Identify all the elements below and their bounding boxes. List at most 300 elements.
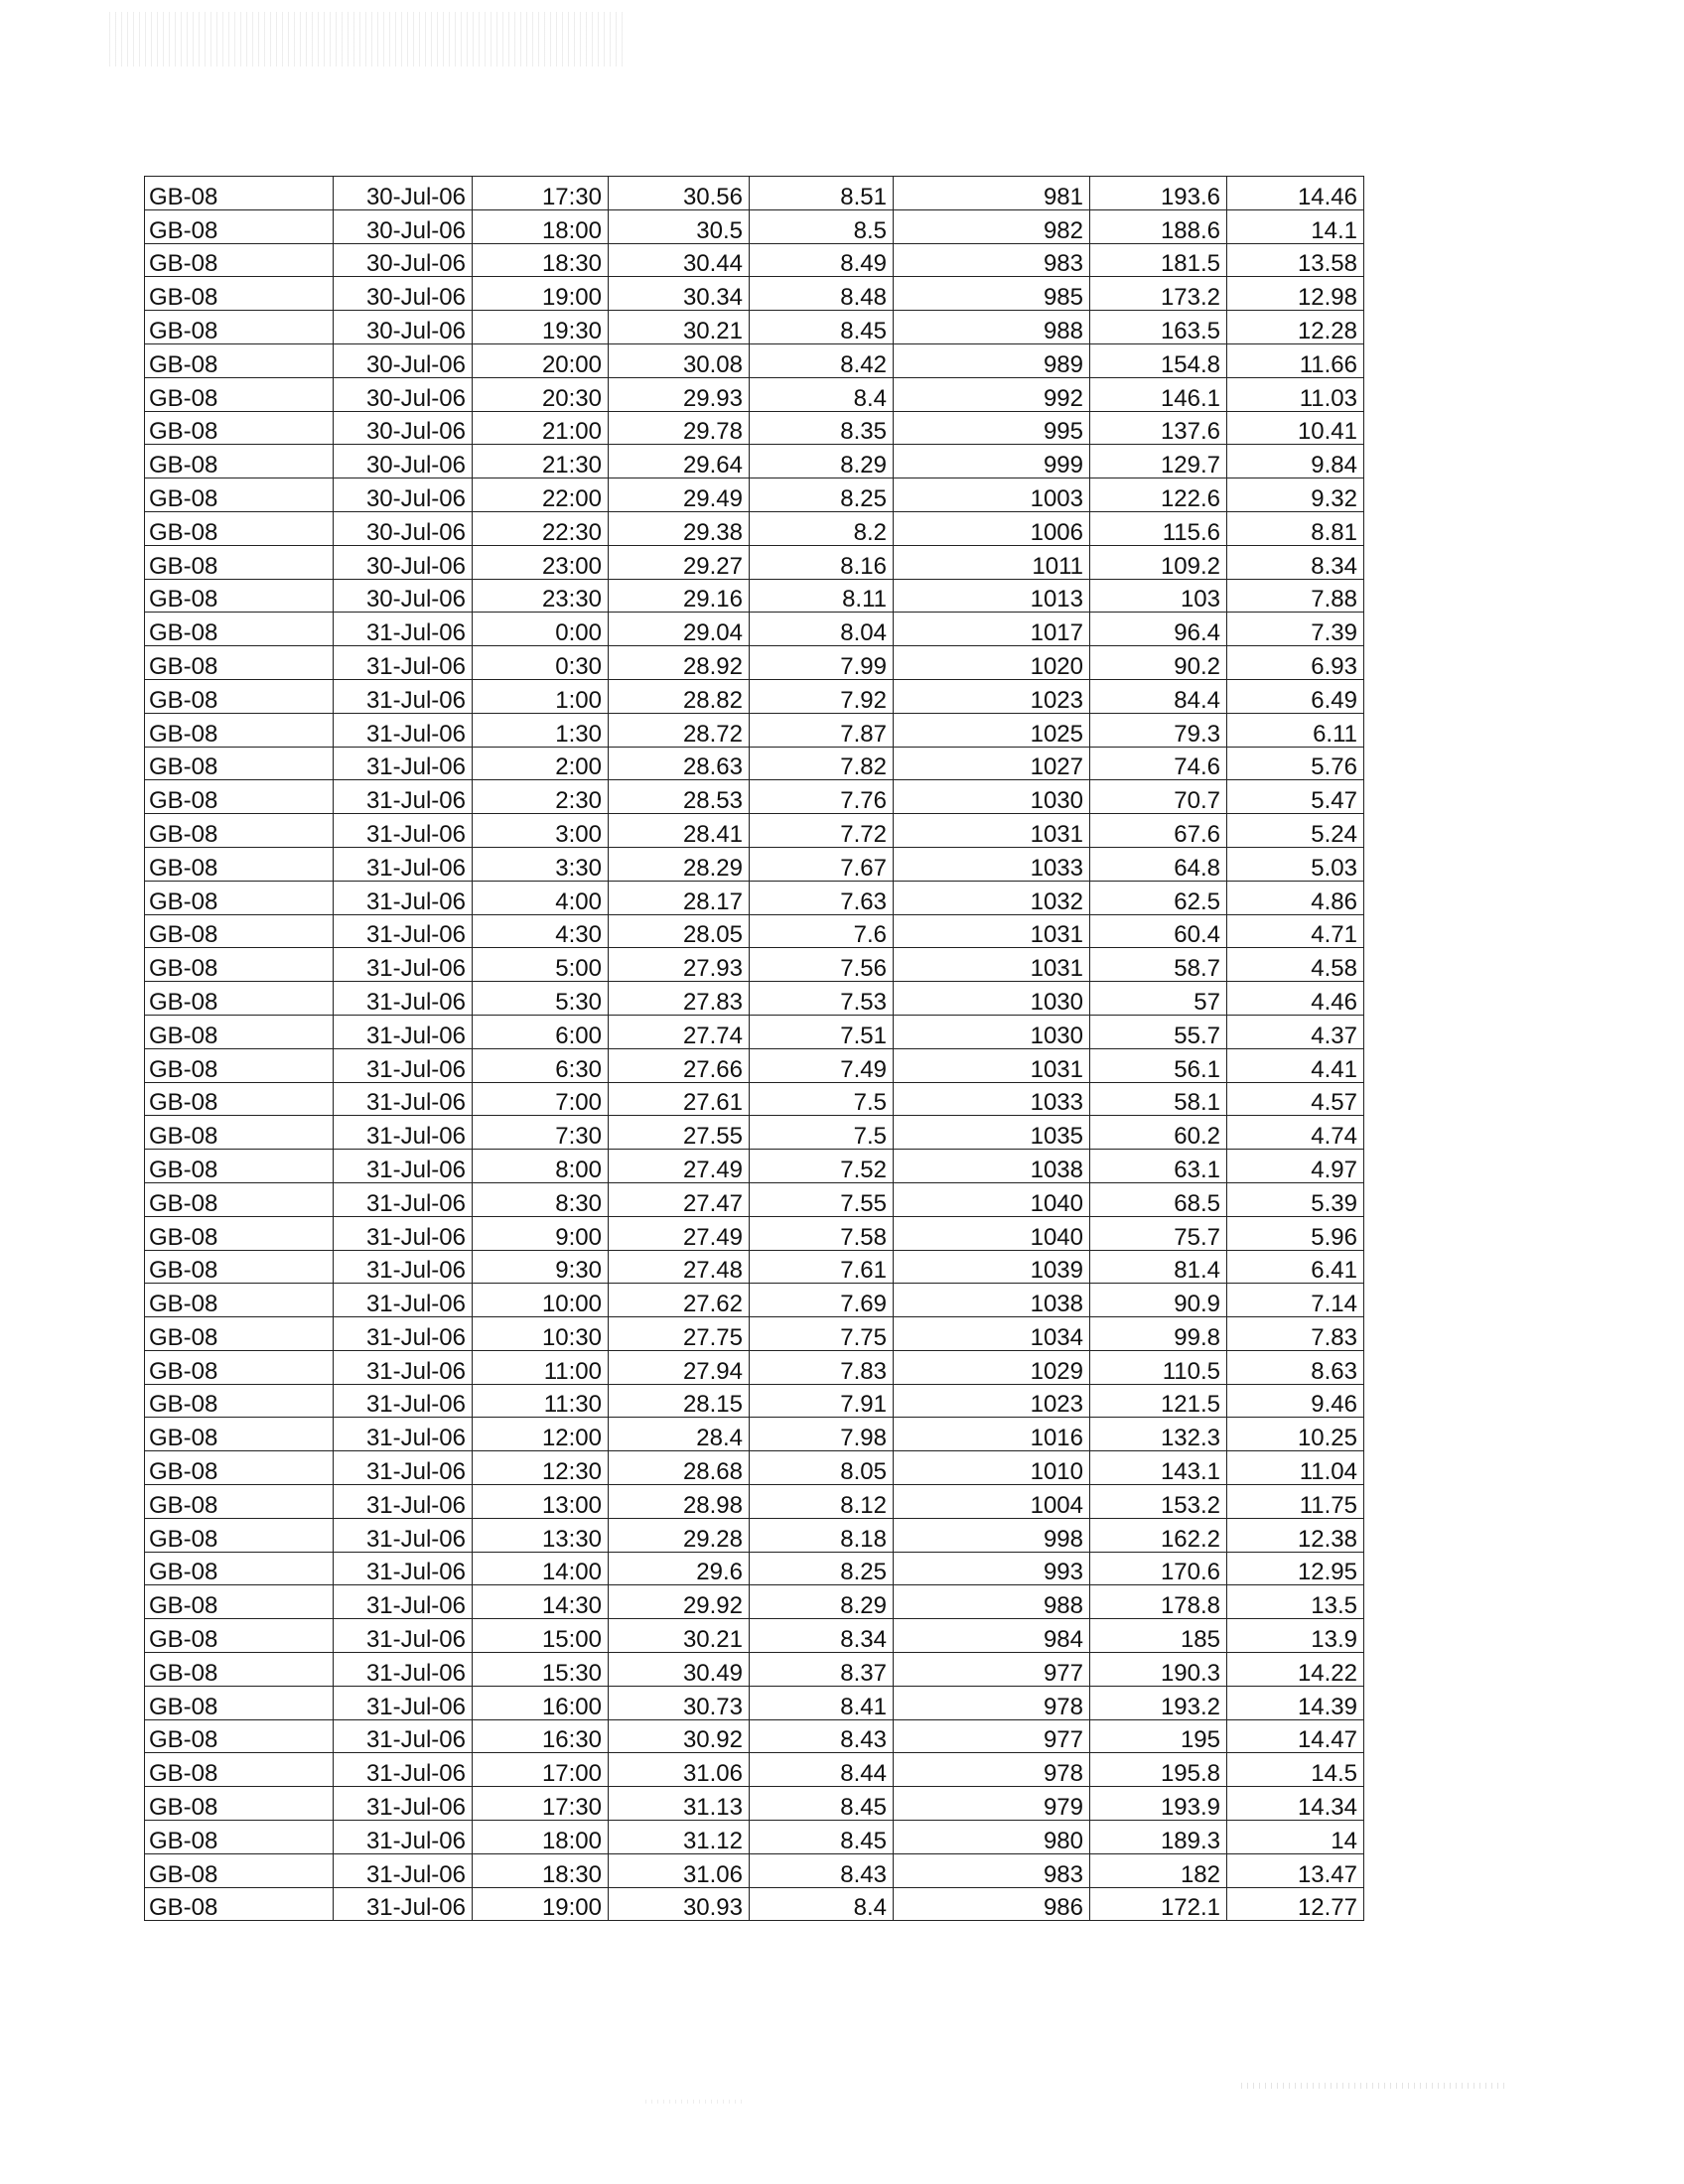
value-e-cell: 7.39: [1227, 613, 1364, 646]
value-b-cell: 7.63: [750, 881, 894, 914]
site-cell: GB-08: [145, 1015, 334, 1048]
time-cell: 1:00: [473, 679, 609, 713]
date-cell: 31-Jul-06: [334, 1552, 473, 1585]
value-a-cell: 28.17: [609, 881, 750, 914]
value-c-cell: 1035: [894, 1116, 1090, 1150]
value-e-cell: 4.97: [1227, 1150, 1364, 1183]
table-row: [145, 311, 1364, 344]
table-row: [145, 243, 1364, 277]
value-e-cell: 13.58: [1227, 243, 1364, 277]
time-cell: 7:00: [473, 1082, 609, 1116]
value-c-cell: 1023: [894, 1384, 1090, 1418]
value-c-cell: 1030: [894, 1015, 1090, 1048]
value-c-cell: 988: [894, 1585, 1090, 1619]
value-b-cell: 7.67: [750, 847, 894, 881]
value-e-cell: 11.04: [1227, 1451, 1364, 1485]
time-cell: 6:00: [473, 1015, 609, 1048]
date-cell: 31-Jul-06: [334, 1384, 473, 1418]
value-e-cell: 13.9: [1227, 1619, 1364, 1653]
value-c-cell: 1039: [894, 1250, 1090, 1284]
value-d-cell: 173.2: [1090, 277, 1227, 311]
value-d-cell: 74.6: [1090, 747, 1227, 780]
value-a-cell: 30.21: [609, 311, 750, 344]
table-row: [145, 377, 1364, 411]
value-b-cell: 7.92: [750, 679, 894, 713]
time-cell: 12:30: [473, 1451, 609, 1485]
time-cell: 18:00: [473, 209, 609, 243]
time-cell: 2:00: [473, 747, 609, 780]
value-b-cell: 7.83: [750, 1350, 894, 1384]
table-row: [145, 814, 1364, 848]
value-c-cell: 993: [894, 1552, 1090, 1585]
scan-noise-bottom-mid: [645, 2100, 745, 2104]
time-cell: 9:00: [473, 1216, 609, 1250]
value-e-cell: 8.63: [1227, 1350, 1364, 1384]
time-cell: 16:30: [473, 1719, 609, 1753]
value-e-cell: 9.46: [1227, 1384, 1364, 1418]
value-d-cell: 137.6: [1090, 411, 1227, 445]
date-cell: 31-Jul-06: [334, 1753, 473, 1787]
time-cell: 13:30: [473, 1518, 609, 1552]
table-row: [145, 613, 1364, 646]
value-a-cell: 28.29: [609, 847, 750, 881]
value-d-cell: 60.2: [1090, 1116, 1227, 1150]
value-b-cell: 7.55: [750, 1182, 894, 1216]
value-d-cell: 81.4: [1090, 1250, 1227, 1284]
table-row: [145, 1048, 1364, 1082]
date-cell: 31-Jul-06: [334, 1686, 473, 1719]
value-e-cell: 4.58: [1227, 948, 1364, 982]
date-cell: 31-Jul-06: [334, 679, 473, 713]
date-cell: 31-Jul-06: [334, 1082, 473, 1116]
value-d-cell: 146.1: [1090, 377, 1227, 411]
value-d-cell: 110.5: [1090, 1350, 1227, 1384]
value-b-cell: 7.75: [750, 1317, 894, 1351]
time-cell: 18:30: [473, 1853, 609, 1887]
table-row: [145, 1384, 1364, 1418]
value-b-cell: 8.12: [750, 1485, 894, 1519]
value-e-cell: 10.25: [1227, 1418, 1364, 1451]
value-b-cell: 8.51: [750, 177, 894, 210]
value-c-cell: 980: [894, 1821, 1090, 1854]
value-b-cell: 8.5: [750, 209, 894, 243]
measurements-table: [144, 176, 1364, 1921]
date-cell: 31-Jul-06: [334, 713, 473, 747]
table-body: [145, 177, 1364, 1921]
site-cell: GB-08: [145, 847, 334, 881]
time-cell: 14:30: [473, 1585, 609, 1619]
value-d-cell: 99.8: [1090, 1317, 1227, 1351]
value-a-cell: 28.92: [609, 646, 750, 680]
table-row: [145, 1485, 1364, 1519]
value-c-cell: 1016: [894, 1418, 1090, 1451]
site-cell: GB-08: [145, 1384, 334, 1418]
date-cell: 30-Jul-06: [334, 511, 473, 545]
date-cell: 31-Jul-06: [334, 1216, 473, 1250]
value-c-cell: 1038: [894, 1150, 1090, 1183]
value-b-cell: 7.98: [750, 1418, 894, 1451]
value-b-cell: 7.82: [750, 747, 894, 780]
site-cell: GB-08: [145, 1216, 334, 1250]
value-a-cell: 29.49: [609, 478, 750, 512]
table-row: [145, 847, 1364, 881]
value-a-cell: 27.74: [609, 1015, 750, 1048]
time-cell: 19:30: [473, 311, 609, 344]
site-cell: GB-08: [145, 1150, 334, 1183]
value-b-cell: 8.16: [750, 545, 894, 579]
table-row: [145, 478, 1364, 512]
value-e-cell: 4.57: [1227, 1082, 1364, 1116]
site-cell: GB-08: [145, 1116, 334, 1150]
time-cell: 22:30: [473, 511, 609, 545]
site-cell: GB-08: [145, 1686, 334, 1719]
table-row: [145, 1350, 1364, 1384]
value-c-cell: 1030: [894, 780, 1090, 814]
date-cell: 31-Jul-06: [334, 613, 473, 646]
value-a-cell: 29.27: [609, 545, 750, 579]
value-a-cell: 27.61: [609, 1082, 750, 1116]
site-cell: GB-08: [145, 1485, 334, 1519]
value-a-cell: 29.92: [609, 1585, 750, 1619]
time-cell: 10:30: [473, 1317, 609, 1351]
table-row: [145, 713, 1364, 747]
table-row: [145, 1150, 1364, 1183]
value-c-cell: 1011: [894, 545, 1090, 579]
value-e-cell: 12.38: [1227, 1518, 1364, 1552]
date-cell: 31-Jul-06: [334, 1485, 473, 1519]
value-c-cell: 977: [894, 1719, 1090, 1753]
time-cell: 2:30: [473, 780, 609, 814]
value-b-cell: 8.43: [750, 1853, 894, 1887]
time-cell: 18:00: [473, 1821, 609, 1854]
scan-noise-bottom-right: [1241, 2083, 1509, 2089]
value-d-cell: 84.4: [1090, 679, 1227, 713]
value-d-cell: 181.5: [1090, 243, 1227, 277]
value-e-cell: 6.11: [1227, 713, 1364, 747]
value-d-cell: 182: [1090, 1853, 1227, 1887]
date-cell: 31-Jul-06: [334, 914, 473, 948]
table-row: [145, 780, 1364, 814]
date-cell: 31-Jul-06: [334, 1585, 473, 1619]
value-c-cell: 992: [894, 377, 1090, 411]
site-cell: GB-08: [145, 511, 334, 545]
time-cell: 9:30: [473, 1250, 609, 1284]
value-b-cell: 8.41: [750, 1686, 894, 1719]
value-a-cell: 29.93: [609, 377, 750, 411]
table-row: [145, 679, 1364, 713]
value-a-cell: 30.93: [609, 1887, 750, 1921]
site-cell: GB-08: [145, 377, 334, 411]
value-b-cell: 7.58: [750, 1216, 894, 1250]
value-c-cell: 983: [894, 1853, 1090, 1887]
time-cell: 5:00: [473, 948, 609, 982]
value-e-cell: 4.37: [1227, 1015, 1364, 1048]
time-cell: 4:30: [473, 914, 609, 948]
value-c-cell: 1040: [894, 1182, 1090, 1216]
value-d-cell: 62.5: [1090, 881, 1227, 914]
value-c-cell: 1034: [894, 1317, 1090, 1351]
value-d-cell: 163.5: [1090, 311, 1227, 344]
site-cell: GB-08: [145, 209, 334, 243]
table-row: [145, 545, 1364, 579]
value-c-cell: 981: [894, 177, 1090, 210]
date-cell: 31-Jul-06: [334, 1048, 473, 1082]
site-cell: GB-08: [145, 343, 334, 377]
value-d-cell: 122.6: [1090, 478, 1227, 512]
value-a-cell: 30.08: [609, 343, 750, 377]
value-e-cell: 4.86: [1227, 881, 1364, 914]
date-cell: 31-Jul-06: [334, 1787, 473, 1821]
value-c-cell: 982: [894, 209, 1090, 243]
value-c-cell: 1038: [894, 1284, 1090, 1317]
value-b-cell: 7.99: [750, 646, 894, 680]
time-cell: 12:00: [473, 1418, 609, 1451]
value-a-cell: 29.04: [609, 613, 750, 646]
value-d-cell: 153.2: [1090, 1485, 1227, 1519]
time-cell: 23:00: [473, 545, 609, 579]
site-cell: GB-08: [145, 1350, 334, 1384]
site-cell: GB-08: [145, 579, 334, 613]
date-cell: 30-Jul-06: [334, 411, 473, 445]
table-row: [145, 914, 1364, 948]
value-c-cell: 1003: [894, 478, 1090, 512]
table-row: [145, 277, 1364, 311]
site-cell: GB-08: [145, 243, 334, 277]
time-cell: 14:00: [473, 1552, 609, 1585]
value-b-cell: 8.2: [750, 511, 894, 545]
table-row: [145, 1451, 1364, 1485]
site-cell: GB-08: [145, 445, 334, 478]
value-e-cell: 9.32: [1227, 478, 1364, 512]
value-c-cell: 1031: [894, 914, 1090, 948]
value-d-cell: 121.5: [1090, 1384, 1227, 1418]
value-b-cell: 8.29: [750, 445, 894, 478]
time-cell: 23:30: [473, 579, 609, 613]
table-row: [145, 1619, 1364, 1653]
site-cell: GB-08: [145, 613, 334, 646]
value-e-cell: 5.47: [1227, 780, 1364, 814]
value-a-cell: 27.49: [609, 1150, 750, 1183]
value-b-cell: 8.48: [750, 277, 894, 311]
table-row: [145, 948, 1364, 982]
value-a-cell: 28.72: [609, 713, 750, 747]
value-b-cell: 8.18: [750, 1518, 894, 1552]
time-cell: 17:00: [473, 1753, 609, 1787]
value-e-cell: 7.14: [1227, 1284, 1364, 1317]
time-cell: 20:30: [473, 377, 609, 411]
value-d-cell: 96.4: [1090, 613, 1227, 646]
value-b-cell: 8.25: [750, 478, 894, 512]
value-d-cell: 68.5: [1090, 1182, 1227, 1216]
value-d-cell: 109.2: [1090, 545, 1227, 579]
value-d-cell: 170.6: [1090, 1552, 1227, 1585]
value-b-cell: 7.76: [750, 780, 894, 814]
value-c-cell: 977: [894, 1653, 1090, 1687]
time-cell: 0:00: [473, 613, 609, 646]
date-cell: 30-Jul-06: [334, 478, 473, 512]
site-cell: GB-08: [145, 1250, 334, 1284]
value-e-cell: 12.28: [1227, 311, 1364, 344]
date-cell: 30-Jul-06: [334, 377, 473, 411]
site-cell: GB-08: [145, 780, 334, 814]
site-cell: GB-08: [145, 1552, 334, 1585]
table-row: [145, 1418, 1364, 1451]
value-d-cell: 90.2: [1090, 646, 1227, 680]
date-cell: 31-Jul-06: [334, 1284, 473, 1317]
date-cell: 31-Jul-06: [334, 1821, 473, 1854]
value-b-cell: 8.43: [750, 1719, 894, 1753]
date-cell: 31-Jul-06: [334, 1150, 473, 1183]
value-a-cell: 29.78: [609, 411, 750, 445]
time-cell: 8:30: [473, 1182, 609, 1216]
table-row: [145, 1317, 1364, 1351]
value-e-cell: 14.39: [1227, 1686, 1364, 1719]
value-c-cell: 989: [894, 343, 1090, 377]
value-d-cell: 115.6: [1090, 511, 1227, 545]
value-a-cell: 30.5: [609, 209, 750, 243]
site-cell: GB-08: [145, 1518, 334, 1552]
value-d-cell: 193.6: [1090, 177, 1227, 210]
value-a-cell: 30.73: [609, 1686, 750, 1719]
value-a-cell: 27.48: [609, 1250, 750, 1284]
value-e-cell: 12.77: [1227, 1887, 1364, 1921]
time-cell: 16:00: [473, 1686, 609, 1719]
value-d-cell: 154.8: [1090, 343, 1227, 377]
site-cell: GB-08: [145, 177, 334, 210]
time-cell: 7:30: [473, 1116, 609, 1150]
value-e-cell: 10.41: [1227, 411, 1364, 445]
value-d-cell: 58.1: [1090, 1082, 1227, 1116]
value-a-cell: 30.56: [609, 177, 750, 210]
time-cell: 15:00: [473, 1619, 609, 1653]
value-a-cell: 28.4: [609, 1418, 750, 1451]
value-a-cell: 27.94: [609, 1350, 750, 1384]
site-cell: GB-08: [145, 713, 334, 747]
date-cell: 30-Jul-06: [334, 343, 473, 377]
value-d-cell: 90.9: [1090, 1284, 1227, 1317]
value-b-cell: 8.45: [750, 1787, 894, 1821]
date-cell: 30-Jul-06: [334, 311, 473, 344]
table-row: [145, 646, 1364, 680]
time-cell: 15:30: [473, 1653, 609, 1687]
value-a-cell: 28.53: [609, 780, 750, 814]
value-c-cell: 984: [894, 1619, 1090, 1653]
site-cell: GB-08: [145, 311, 334, 344]
value-d-cell: 178.8: [1090, 1585, 1227, 1619]
value-d-cell: 162.2: [1090, 1518, 1227, 1552]
value-c-cell: 1013: [894, 579, 1090, 613]
value-b-cell: 8.42: [750, 343, 894, 377]
value-e-cell: 14.5: [1227, 1753, 1364, 1787]
value-c-cell: 1006: [894, 511, 1090, 545]
value-e-cell: 12.98: [1227, 277, 1364, 311]
value-e-cell: 5.76: [1227, 747, 1364, 780]
site-cell: GB-08: [145, 1787, 334, 1821]
value-e-cell: 8.81: [1227, 511, 1364, 545]
time-cell: 11:30: [473, 1384, 609, 1418]
value-d-cell: 103: [1090, 579, 1227, 613]
table-row: [145, 411, 1364, 445]
value-d-cell: 189.3: [1090, 1821, 1227, 1854]
value-e-cell: 4.71: [1227, 914, 1364, 948]
value-c-cell: 1017: [894, 613, 1090, 646]
time-cell: 11:00: [473, 1350, 609, 1384]
value-e-cell: 7.83: [1227, 1317, 1364, 1351]
value-c-cell: 1033: [894, 1082, 1090, 1116]
value-c-cell: 1020: [894, 646, 1090, 680]
value-a-cell: 29.28: [609, 1518, 750, 1552]
site-cell: GB-08: [145, 1317, 334, 1351]
value-a-cell: 30.21: [609, 1619, 750, 1653]
value-c-cell: 985: [894, 277, 1090, 311]
value-b-cell: 8.4: [750, 1887, 894, 1921]
value-b-cell: 7.72: [750, 814, 894, 848]
table-row: [145, 747, 1364, 780]
value-e-cell: 6.41: [1227, 1250, 1364, 1284]
site-cell: GB-08: [145, 1653, 334, 1687]
time-cell: 17:30: [473, 177, 609, 210]
table-row: [145, 1787, 1364, 1821]
value-e-cell: 14.34: [1227, 1787, 1364, 1821]
value-c-cell: 978: [894, 1753, 1090, 1787]
value-d-cell: 56.1: [1090, 1048, 1227, 1082]
value-d-cell: 129.7: [1090, 445, 1227, 478]
site-cell: GB-08: [145, 646, 334, 680]
value-a-cell: 31.12: [609, 1821, 750, 1854]
value-b-cell: 7.91: [750, 1384, 894, 1418]
value-a-cell: 27.83: [609, 982, 750, 1016]
time-cell: 18:30: [473, 243, 609, 277]
table-row: [145, 1753, 1364, 1787]
value-c-cell: 1033: [894, 847, 1090, 881]
value-c-cell: 1031: [894, 1048, 1090, 1082]
date-cell: 31-Jul-06: [334, 1619, 473, 1653]
value-a-cell: 29.64: [609, 445, 750, 478]
value-e-cell: 14.22: [1227, 1653, 1364, 1687]
value-a-cell: 27.75: [609, 1317, 750, 1351]
time-cell: 19:00: [473, 277, 609, 311]
time-cell: 8:00: [473, 1150, 609, 1183]
date-cell: 31-Jul-06: [334, 881, 473, 914]
site-cell: GB-08: [145, 411, 334, 445]
date-cell: 30-Jul-06: [334, 277, 473, 311]
site-cell: GB-08: [145, 679, 334, 713]
value-c-cell: 995: [894, 411, 1090, 445]
value-b-cell: 7.52: [750, 1150, 894, 1183]
value-c-cell: 998: [894, 1518, 1090, 1552]
value-d-cell: 185: [1090, 1619, 1227, 1653]
value-e-cell: 5.96: [1227, 1216, 1364, 1250]
value-b-cell: 8.49: [750, 243, 894, 277]
time-cell: 6:30: [473, 1048, 609, 1082]
date-cell: 31-Jul-06: [334, 1116, 473, 1150]
date-cell: 31-Jul-06: [334, 1182, 473, 1216]
site-cell: GB-08: [145, 1048, 334, 1082]
value-b-cell: 7.5: [750, 1116, 894, 1150]
table-row: [145, 982, 1364, 1016]
value-a-cell: 27.47: [609, 1182, 750, 1216]
value-e-cell: 13.5: [1227, 1585, 1364, 1619]
value-c-cell: 1040: [894, 1216, 1090, 1250]
table-row: [145, 1015, 1364, 1048]
value-e-cell: 4.74: [1227, 1116, 1364, 1150]
value-b-cell: 7.53: [750, 982, 894, 1016]
table-row: [145, 1182, 1364, 1216]
date-cell: 31-Jul-06: [334, 1887, 473, 1921]
value-e-cell: 6.49: [1227, 679, 1364, 713]
value-d-cell: 195: [1090, 1719, 1227, 1753]
value-b-cell: 8.45: [750, 311, 894, 344]
